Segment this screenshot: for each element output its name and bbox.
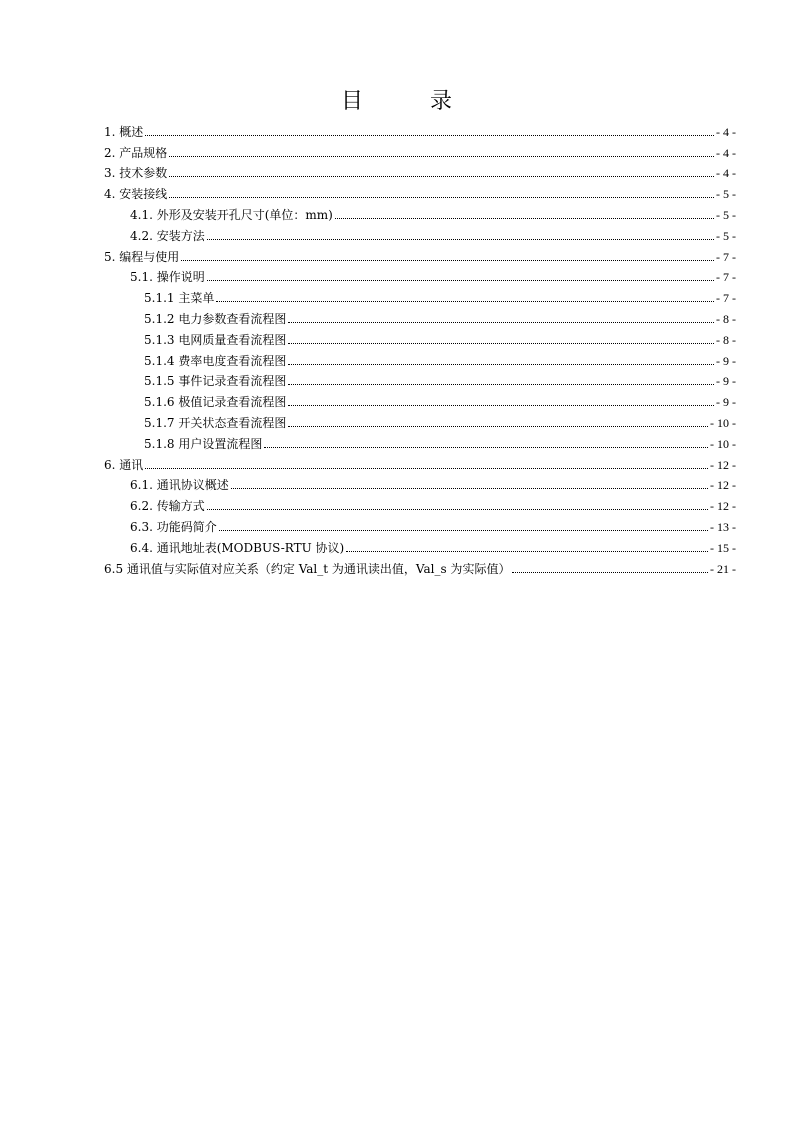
toc-entry[interactable] bbox=[104, 472, 736, 493]
toc-entry-label: 5.1.4 费率电度查看流程图 bbox=[144, 353, 287, 368]
toc-entry-label: 4.1. 外形及安装开孔尺寸(单位：mm) bbox=[130, 207, 333, 222]
toc-leader bbox=[207, 239, 714, 240]
toc-entry-page: - 4 - bbox=[716, 166, 736, 181]
toc-entry[interactable] bbox=[104, 243, 736, 264]
toc-leader bbox=[288, 364, 714, 365]
toc-entry-page: - 8 - bbox=[716, 332, 736, 347]
toc-entry[interactable] bbox=[104, 492, 736, 513]
toc-entry[interactable] bbox=[104, 284, 736, 305]
toc-entry-label: 5. 编程与使用 bbox=[104, 249, 180, 264]
toc-entry-label: 5.1. 操作说明 bbox=[130, 270, 205, 285]
toc-leader bbox=[346, 551, 708, 552]
toc-entry-label: 6. 通讯 bbox=[104, 457, 144, 472]
toc-entry[interactable] bbox=[104, 118, 736, 139]
toc-leader bbox=[169, 156, 714, 157]
toc-entry[interactable] bbox=[104, 368, 736, 389]
page-title: 目 录 bbox=[341, 89, 482, 114]
toc-entry-page: - 7 - bbox=[716, 270, 736, 285]
toc-leader bbox=[169, 176, 714, 177]
toc-entry-label: 5.1.3 电网质量查看流程图 bbox=[144, 332, 287, 347]
toc-entry-page: - 10 - bbox=[710, 415, 736, 430]
toc-entry-page: - 12 - bbox=[710, 457, 736, 472]
toc-entry[interactable] bbox=[104, 451, 736, 472]
toc-entry-label: 4. 安装接线 bbox=[104, 187, 168, 202]
toc-entry-label: 4.2. 安装方法 bbox=[130, 228, 205, 243]
table-of-contents bbox=[104, 118, 736, 576]
toc-entry-label: 6.4. 通讯地址表(MODBUS-RTU 协议) bbox=[130, 540, 345, 555]
toc-entry-page: - 8 - bbox=[716, 311, 736, 326]
toc-leader bbox=[264, 447, 708, 448]
toc-entry-page: - 7 - bbox=[716, 249, 736, 264]
toc-entry-label: 5.1.1 主菜单 bbox=[144, 291, 215, 306]
toc-entry-page: - 10 - bbox=[710, 436, 736, 451]
toc-leader bbox=[288, 322, 714, 323]
toc-entry-page: - 5 - bbox=[716, 187, 736, 202]
toc-entry-page: - 7 - bbox=[716, 291, 736, 306]
toc-entry[interactable] bbox=[104, 513, 736, 534]
toc-entry-label: 6.5 通讯值与实际值对应关系（约定 Val_t 为通讯读出值，Val_s 为实际值） bbox=[104, 561, 511, 576]
toc-entry-page: - 4 - bbox=[716, 145, 736, 160]
toc-entry-page: - 9 - bbox=[716, 353, 736, 368]
toc-entry-label: 2. 产品规格 bbox=[104, 145, 168, 160]
toc-leader bbox=[288, 384, 714, 385]
toc-entry-page: - 21 - bbox=[710, 561, 736, 576]
toc-leader bbox=[207, 509, 708, 510]
toc-entry-label: 5.1.2 电力参数查看流程图 bbox=[144, 311, 287, 326]
toc-entry[interactable] bbox=[104, 388, 736, 409]
toc-entry-label: 5.1.6 极值记录查看流程图 bbox=[144, 395, 287, 410]
toc-entry[interactable] bbox=[104, 534, 736, 555]
toc-entry-page: - 5 - bbox=[716, 207, 736, 222]
toc-entry-label: 5.1.8 用户设置流程图 bbox=[144, 436, 263, 451]
toc-leader bbox=[145, 468, 708, 469]
toc-leader bbox=[512, 572, 708, 573]
toc-entry[interactable] bbox=[104, 305, 736, 326]
toc-entry[interactable] bbox=[104, 347, 736, 368]
toc-entry-label: 6.1. 通讯协议概述 bbox=[130, 478, 229, 493]
toc-entry-label: 5.1.5 事件记录查看流程图 bbox=[144, 374, 287, 389]
toc-leader bbox=[231, 488, 708, 489]
toc-entry-label: 1. 概述 bbox=[104, 124, 144, 139]
toc-entry-label: 6.2. 传输方式 bbox=[130, 499, 205, 514]
toc-entry[interactable] bbox=[104, 430, 736, 451]
toc-entry[interactable] bbox=[104, 139, 736, 160]
toc-leader bbox=[219, 530, 708, 531]
toc-entry-page: - 13 - bbox=[710, 519, 736, 534]
toc-leader bbox=[181, 260, 714, 261]
toc-leader bbox=[288, 405, 714, 406]
toc-entry-page: - 4 - bbox=[716, 124, 736, 139]
toc-entry-page: - 9 - bbox=[716, 374, 736, 389]
toc-entry[interactable] bbox=[104, 264, 736, 285]
toc-leader bbox=[207, 280, 714, 281]
toc-entry[interactable] bbox=[104, 201, 736, 222]
toc-entry[interactable] bbox=[104, 409, 736, 430]
toc-leader bbox=[169, 197, 714, 198]
toc-entry[interactable] bbox=[104, 160, 736, 181]
toc-leader bbox=[288, 426, 708, 427]
toc-entry-page: - 9 - bbox=[716, 395, 736, 410]
toc-entry-page: - 15 - bbox=[710, 540, 736, 555]
toc-entry-page: - 12 - bbox=[710, 499, 736, 514]
toc-leader bbox=[216, 301, 714, 302]
toc-leader bbox=[288, 343, 714, 344]
toc-leader bbox=[335, 218, 714, 219]
toc-entry-label: 5.1.7 开关状态查看流程图 bbox=[144, 415, 287, 430]
toc-entry[interactable] bbox=[104, 326, 736, 347]
toc-entry[interactable] bbox=[104, 555, 736, 576]
toc-entry-page: - 12 - bbox=[710, 478, 736, 493]
toc-entry[interactable] bbox=[104, 222, 736, 243]
toc-entry-page: - 5 - bbox=[716, 228, 736, 243]
toc-entry[interactable] bbox=[104, 180, 736, 201]
toc-entry-label: 3. 技术参数 bbox=[104, 166, 168, 181]
toc-entry-label: 6.3. 功能码简介 bbox=[130, 519, 217, 534]
toc-leader bbox=[145, 135, 714, 136]
